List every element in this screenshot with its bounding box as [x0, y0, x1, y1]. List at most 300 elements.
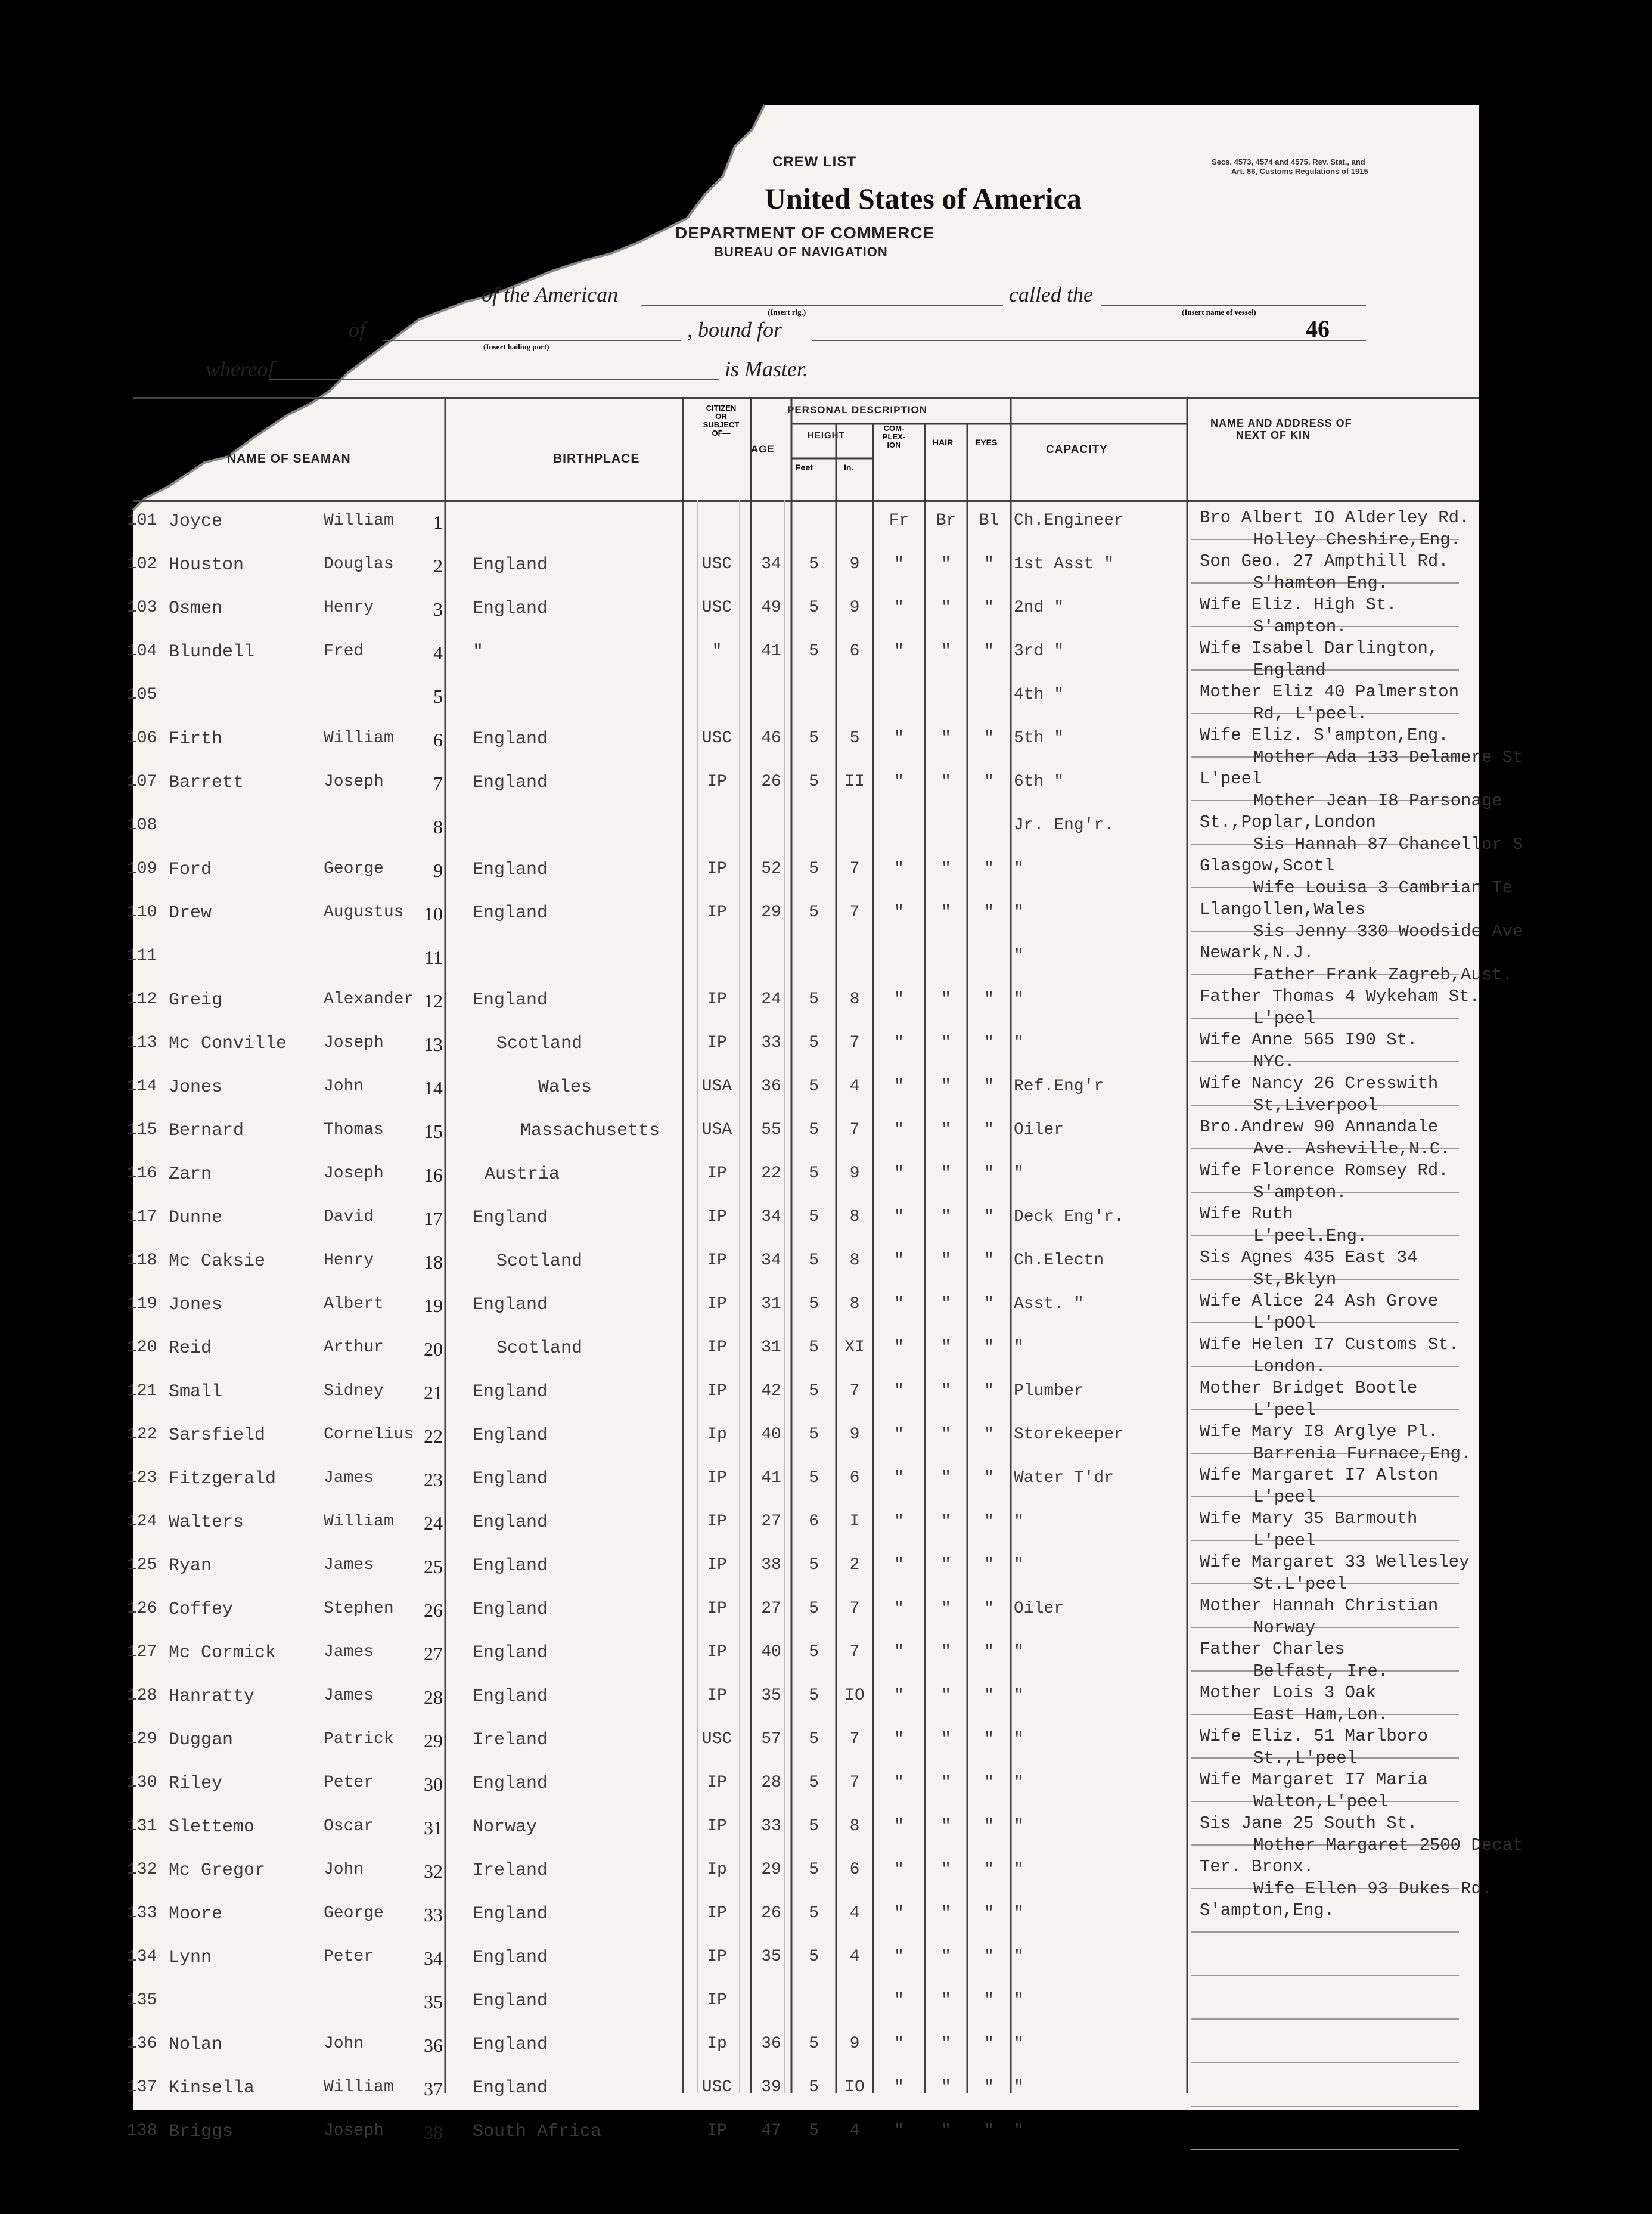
- cell-n: 25: [424, 1556, 443, 1577]
- cell-cx: ": [894, 1208, 904, 1226]
- cell-birth: South Africa: [473, 2122, 602, 2142]
- cell-id: 122: [127, 1425, 157, 1444]
- cell-eyes: ": [984, 1251, 994, 1270]
- kin-line: St.,Poplar,London: [1200, 813, 1376, 832]
- cell-surname: Ford: [169, 860, 212, 880]
- cell-cx: ": [894, 1773, 904, 1792]
- cell-cit: IP: [707, 1382, 727, 1400]
- cell-hair: ": [941, 2078, 951, 2097]
- cell-surname: Slettemo: [169, 1817, 255, 1837]
- cell-surname: Osmen: [169, 599, 223, 619]
- cell-eyes: ": [984, 1643, 994, 1661]
- kin-line: Wife Ellen 93 Dukes Rd.: [1253, 1878, 1492, 1899]
- cell-surname: Greig: [169, 990, 223, 1010]
- cell-ft: 5: [809, 1469, 819, 1487]
- cell-age: 27: [761, 1599, 781, 1618]
- cell-id: 102: [127, 555, 157, 573]
- cell-ft: 5: [809, 1164, 819, 1183]
- cell-hair: ": [941, 1556, 951, 1574]
- cell-cit: USA: [701, 1121, 732, 1139]
- cell-n: 27: [424, 1643, 443, 1664]
- cell-given: Fred: [324, 642, 364, 661]
- cell-cit: IP: [707, 773, 727, 791]
- department-name: DEPARTMENT OF COMMERCE: [675, 224, 935, 242]
- kin-line: Wife Margaret 33 Wellesley: [1200, 1552, 1470, 1572]
- cell-id: 125: [127, 1556, 157, 1574]
- insert-vessel-caption: (Insert name of vessel): [1182, 308, 1256, 317]
- cell-hair: ": [941, 1382, 951, 1400]
- kin-line: L'peel.Eng.: [1253, 1226, 1368, 1246]
- cell-given: William: [324, 2078, 394, 2097]
- cell-age: 40: [761, 1643, 781, 1661]
- cell-given: James: [324, 1469, 374, 1487]
- cell-id: 129: [127, 1730, 157, 1748]
- cell-birth: Scotland: [496, 1338, 583, 1359]
- cell-cx: ": [894, 1556, 904, 1574]
- cell-cap: Oiler: [1014, 1599, 1064, 1618]
- kin-rule: [1191, 1931, 1459, 1933]
- cell-cx: ": [894, 1599, 904, 1618]
- cell-cx: ": [894, 1730, 904, 1748]
- cell-id: 118: [127, 1251, 157, 1270]
- cell-hair: ": [941, 1599, 951, 1618]
- cell-age: 28: [761, 1773, 781, 1792]
- cell-birth: England: [473, 1599, 548, 1620]
- cell-hair: ": [941, 1338, 951, 1357]
- cell-cx: ": [894, 1991, 904, 2010]
- cell-cit: USC: [701, 1730, 732, 1748]
- cell-n: 13: [424, 1034, 443, 1055]
- cell-in: 6: [849, 1860, 860, 1879]
- cell-in: 5: [849, 729, 860, 748]
- cell-hair: ": [941, 1948, 951, 1966]
- cell-birth: Massachusetts: [520, 1121, 660, 1141]
- cell-cap: ": [1014, 903, 1024, 922]
- cell-age: 55: [761, 1121, 781, 1139]
- kin-line: Father Thomas 4 Wykeham St.: [1200, 987, 1480, 1006]
- cell-surname: Houston: [169, 555, 244, 575]
- kin-line: Wife Isabel Darlington,: [1200, 638, 1439, 658]
- cell-hair: ": [941, 1686, 951, 1705]
- cell-id: 115: [127, 1121, 157, 1139]
- called-the-label: called the: [1009, 283, 1093, 306]
- cell-given: George: [324, 1904, 384, 1922]
- cell-eyes: ": [984, 1164, 994, 1183]
- cell-surname: Dunne: [169, 1208, 223, 1228]
- cell-n: 34: [424, 1948, 443, 1969]
- cell-cit: IP: [707, 1817, 727, 1835]
- cell-in: IO: [844, 1686, 865, 1705]
- col-capacity: CAPACITY: [1046, 444, 1108, 456]
- cell-ft: 5: [809, 642, 819, 661]
- cell-surname: Kinsella: [169, 2078, 255, 2098]
- cell-hair: ": [941, 1512, 951, 1531]
- kin-line: Wife Alice 24 Ash Grove: [1200, 1291, 1439, 1311]
- cell-id: 106: [127, 729, 157, 748]
- cell-birth: England: [473, 1556, 548, 1576]
- cell-ft: 5: [809, 990, 819, 1009]
- kin-line: S'ampton.: [1253, 1182, 1347, 1202]
- kin-line: L'peel: [1253, 1487, 1316, 1507]
- cell-surname: Hanratty: [169, 1686, 255, 1707]
- cell-cx: ": [894, 729, 904, 748]
- cell-cit: USA: [701, 1077, 732, 1096]
- cell-given: William: [324, 511, 394, 530]
- cell-id: 127: [127, 1643, 157, 1661]
- cell-cap: 6th ": [1014, 773, 1064, 791]
- cell-cap: Asst. ": [1014, 1295, 1084, 1313]
- cell-cx: ": [894, 2122, 904, 2140]
- cell-cit: IP: [707, 1904, 727, 1922]
- whereof-label: whereof: [206, 357, 274, 381]
- cell-id: 132: [127, 1860, 157, 1879]
- cell-n: 7: [433, 773, 443, 794]
- cell-cap: 2nd ": [1014, 599, 1064, 617]
- cell-ft: 5: [809, 1556, 819, 1574]
- cell-birth: England: [473, 1469, 548, 1489]
- cell-surname: Lynn: [169, 1948, 212, 1968]
- cell-age: 35: [761, 1948, 781, 1966]
- cell-age: 33: [761, 1817, 781, 1835]
- col-citizen-line1: CITIZEN: [706, 404, 737, 413]
- cell-in: 7: [849, 1773, 860, 1792]
- cell-cx: ": [894, 773, 904, 791]
- kin-line: Bro.Andrew 90 Annandale: [1200, 1117, 1439, 1137]
- cell-in: 9: [849, 2035, 860, 2053]
- cell-surname: Riley: [169, 1773, 223, 1794]
- cell-hair: ": [941, 860, 951, 878]
- cell-cit: USC: [701, 729, 732, 748]
- cell-hair: ": [941, 642, 951, 661]
- bureau-name: BUREAU OF NAVIGATION: [714, 244, 888, 259]
- cell-age: 39: [761, 2078, 781, 2097]
- cell-id: 128: [127, 1686, 157, 1705]
- cell-birth: Austria: [485, 1164, 560, 1184]
- cell-given: Patrick: [324, 1730, 394, 1748]
- cell-in: 7: [849, 1034, 860, 1052]
- cell-cit: Ip: [707, 1860, 727, 1879]
- kin-line: Holley Cheshire,Eng.: [1253, 529, 1461, 550]
- cell-given: Albert: [324, 1295, 384, 1313]
- cell-birth: England: [473, 773, 548, 793]
- cell-eyes: Bl: [979, 511, 999, 530]
- cell-in: 8: [849, 1208, 860, 1226]
- insert-port-caption: (Insert hailing port): [483, 342, 549, 351]
- cell-hair: ": [941, 1730, 951, 1748]
- cell-age: 22: [761, 1164, 781, 1183]
- cell-id: 107: [127, 773, 157, 791]
- cell-eyes: ": [984, 1338, 994, 1357]
- cell-ft: 5: [809, 1121, 819, 1139]
- cell-hair: ": [941, 599, 951, 617]
- kin-line: Wife Margaret I7 Maria: [1200, 1770, 1428, 1790]
- cell-eyes: ": [984, 1948, 994, 1966]
- cell-ft: 5: [809, 555, 819, 573]
- cell-id: 104: [127, 642, 157, 661]
- cell-cit: USC: [701, 2078, 732, 2097]
- cell-surname: Coffey: [169, 1599, 234, 1620]
- kin-line: S'hamton Eng.: [1253, 573, 1389, 593]
- cell-cit: IP: [707, 1251, 727, 1270]
- cell-n: 31: [424, 1817, 443, 1838]
- cell-in: 7: [849, 1643, 860, 1661]
- cell-cx: Fr: [889, 511, 909, 530]
- cell-birth: England: [473, 1643, 548, 1663]
- cell-n: 38: [424, 2122, 443, 2143]
- cell-surname: Jones: [169, 1077, 223, 1097]
- cell-age: 26: [761, 1904, 781, 1922]
- cell-cap: ": [1014, 2035, 1024, 2053]
- cell-hair: ": [941, 773, 951, 791]
- cell-n: 28: [424, 1686, 443, 1708]
- col-complexion-line1: COM-: [883, 424, 905, 433]
- cell-eyes: ": [984, 1469, 994, 1487]
- cell-ft: 5: [809, 1295, 819, 1313]
- cell-eyes: ": [984, 1425, 994, 1444]
- cell-cap: Ch.Engineer: [1014, 511, 1124, 530]
- cell-in: XI: [844, 1338, 865, 1357]
- cell-cx: ": [894, 1817, 904, 1835]
- cell-birth: England: [473, 729, 548, 749]
- cell-cap: 1st Asst ": [1014, 555, 1114, 573]
- cell-given: William: [324, 729, 394, 748]
- cell-id: 138: [127, 2122, 157, 2140]
- cell-id: 119: [127, 1295, 157, 1313]
- cell-given: Alexander: [324, 990, 414, 1009]
- cell-eyes: ": [984, 1817, 994, 1835]
- insert-rig-caption: (Insert rig.): [768, 308, 806, 317]
- cell-id: 135: [127, 1991, 157, 2010]
- cell-cap: Storekeeper: [1014, 1425, 1124, 1444]
- cell-hair: ": [941, 1034, 951, 1052]
- kin-line: Wife Nancy 26 Cresswith: [1200, 1074, 1439, 1093]
- cell-surname: Barrett: [169, 773, 244, 793]
- cell-age: 29: [761, 903, 781, 922]
- cell-cit: IP: [707, 1208, 727, 1226]
- cell-n: 21: [424, 1382, 443, 1403]
- cell-in: 9: [849, 599, 860, 617]
- cell-hair: ": [941, 1208, 951, 1226]
- cell-hair: ": [941, 2122, 951, 2140]
- cell-given: Henry: [324, 1251, 374, 1270]
- cell-id: 101: [127, 511, 157, 530]
- kin-line: Mother Ada 133 Delamere St: [1253, 747, 1523, 767]
- cell-eyes: ": [984, 1730, 994, 1748]
- cell-surname: Mc Caksie: [169, 1251, 266, 1272]
- cell-eyes: ": [984, 2122, 994, 2140]
- cell-age: 35: [761, 1686, 781, 1705]
- cell-cx: ": [894, 1904, 904, 1922]
- col-citizen-line3: SUBJECT: [703, 420, 740, 429]
- cell-cx: ": [894, 1469, 904, 1487]
- cell-eyes: ": [984, 2035, 994, 2053]
- cell-cit: IP: [707, 1686, 727, 1705]
- cell-n: 4: [433, 642, 443, 663]
- cell-birth: England: [473, 1686, 548, 1707]
- cell-age: 31: [761, 1338, 781, 1357]
- cell-cap: ": [1014, 1164, 1024, 1183]
- cell-in: IO: [844, 2078, 865, 2097]
- cell-in: 7: [849, 903, 860, 922]
- cell-in: 8: [849, 1295, 860, 1313]
- cell-in: 4: [849, 1077, 860, 1096]
- cell-given: Douglas: [324, 555, 394, 573]
- cell-cx: ": [894, 903, 904, 922]
- cell-cit: IP: [707, 1034, 727, 1052]
- cell-given: Arthur: [324, 1338, 384, 1357]
- cell-eyes: ": [984, 555, 994, 573]
- cell-birth: England: [473, 599, 548, 619]
- col-kin-line1: NAME AND ADDRESS OF: [1210, 417, 1352, 429]
- cell-in: 4: [849, 2122, 860, 2140]
- cell-in: 4: [849, 1904, 860, 1922]
- kin-line: East Ham,Lon.: [1253, 1704, 1389, 1725]
- cell-cap: ": [1014, 990, 1024, 1009]
- kin-line: Mother Margaret 2500 Decat: [1253, 1835, 1523, 1855]
- cell-hair: ": [941, 1251, 951, 1270]
- cell-surname: Walters: [169, 1512, 244, 1533]
- cell-birth: England: [473, 903, 548, 923]
- cell-cap: ": [1014, 1686, 1024, 1705]
- cell-cit: IP: [707, 1556, 727, 1574]
- kin-line: Walton,L'peel: [1253, 1791, 1389, 1812]
- cell-ft: 5: [809, 2078, 819, 2097]
- cell-cap: ": [1014, 1904, 1024, 1922]
- cell-id: 137: [127, 2078, 157, 2097]
- cell-eyes: ": [984, 729, 994, 748]
- kin-line: Wife Mary I8 Arglye Pl.: [1200, 1422, 1439, 1441]
- cell-age: 33: [761, 1034, 781, 1052]
- cell-eyes: ": [984, 990, 994, 1009]
- cell-eyes: ": [984, 1599, 994, 1618]
- cell-birth: England: [473, 1425, 548, 1446]
- cell-surname: Briggs: [169, 2122, 234, 2142]
- cell-eyes: ": [984, 1686, 994, 1705]
- cell-birth: England: [473, 555, 548, 575]
- cell-cit: Ip: [707, 2035, 727, 2053]
- cell-birth: England: [473, 1948, 548, 1968]
- cell-surname: Moore: [169, 1904, 223, 1924]
- cell-id: 121: [127, 1382, 157, 1400]
- kin-rule: [1191, 2062, 1459, 2063]
- kin-line: Llangollen,Wales: [1200, 900, 1366, 919]
- cell-hair: ": [941, 990, 951, 1009]
- cell-id: 116: [127, 1164, 157, 1183]
- kin-line: St,Bklyn: [1253, 1269, 1337, 1289]
- cell-ft: 5: [809, 1251, 819, 1270]
- cell-hair: ": [941, 1425, 951, 1444]
- cell-n: 11: [424, 947, 443, 968]
- cell-ft: 5: [809, 1208, 819, 1226]
- cell-hair: ": [941, 1077, 951, 1096]
- cell-in: 8: [849, 990, 860, 1009]
- cell-cap: ": [1014, 1643, 1024, 1661]
- cell-n: 18: [424, 1251, 443, 1273]
- cell-surname: Ryan: [169, 1556, 212, 1576]
- cell-cap: Water T'dr: [1014, 1469, 1114, 1487]
- cell-ft: 6: [809, 1512, 819, 1531]
- is-master-label: is Master.: [725, 357, 809, 381]
- cell-cap: Deck Eng'r.: [1014, 1208, 1124, 1226]
- cell-cx: ": [894, 1164, 904, 1183]
- cell-ft: 5: [809, 729, 819, 748]
- cell-birth: ": [473, 642, 484, 662]
- cell-cx: ": [894, 1512, 904, 1531]
- cell-age: 47: [761, 2122, 781, 2140]
- cell-ft: 5: [809, 2035, 819, 2053]
- cell-ft: 5: [809, 1773, 819, 1792]
- cell-n: 17: [424, 1208, 443, 1229]
- cell-eyes: ": [984, 1904, 994, 1922]
- cell-n: 22: [424, 1425, 443, 1447]
- cell-in: 7: [849, 860, 860, 878]
- cell-cx: ": [894, 1382, 904, 1400]
- cell-eyes: ": [984, 1034, 994, 1052]
- cell-eyes: ": [984, 1556, 994, 1574]
- kin-line: Son Geo. 27 Ampthill Rd.: [1200, 551, 1449, 571]
- cell-cit: IP: [707, 2122, 727, 2140]
- cell-cx: ": [894, 860, 904, 878]
- cell-age: 29: [761, 1860, 781, 1879]
- cell-surname: Bernard: [169, 1121, 244, 1141]
- cell-eyes: ": [984, 2078, 994, 2097]
- cell-n: 35: [424, 1991, 443, 2013]
- of-label: of: [349, 318, 366, 342]
- cell-eyes: ": [984, 773, 994, 791]
- cell-cap: Ch.Electn: [1014, 1251, 1104, 1270]
- cell-cit: IP: [707, 903, 727, 922]
- cell-surname: Drew: [169, 903, 212, 923]
- cell-surname: Zarn: [169, 1164, 212, 1184]
- cell-ft: 5: [809, 1860, 819, 1879]
- col-height: HEIGHT: [808, 430, 845, 441]
- cell-age: 26: [761, 773, 781, 791]
- cell-ft: 5: [809, 860, 819, 878]
- cell-cx: ": [894, 1860, 904, 1879]
- cell-n: 33: [424, 1904, 443, 1925]
- cell-id: 112: [127, 990, 157, 1009]
- kin-line: Father Charles: [1200, 1639, 1345, 1659]
- cell-surname: Mc Gregor: [169, 1860, 266, 1881]
- cell-surname: Nolan: [169, 2035, 223, 2055]
- cell-hair: ": [941, 555, 951, 573]
- cell-given: Joseph: [324, 773, 384, 791]
- cell-age: 41: [761, 642, 781, 661]
- cell-given: Henry: [324, 599, 374, 617]
- cell-id: 134: [127, 1948, 157, 1966]
- cell-ft: 5: [809, 1338, 819, 1357]
- cell-given: George: [324, 860, 384, 878]
- cell-eyes: ": [984, 860, 994, 878]
- cell-hair: ": [941, 729, 951, 748]
- kin-line: Rd, L'peel.: [1253, 703, 1368, 724]
- cell-cx: ": [894, 1034, 904, 1052]
- kin-line: Barrenia Furnace,Eng.: [1253, 1443, 1471, 1463]
- cell-birth: Ireland: [473, 1730, 548, 1750]
- cell-cap: ": [1014, 860, 1024, 878]
- cell-cit: IP: [707, 860, 727, 878]
- kin-line: Sis Agnes 435 East 34: [1200, 1248, 1418, 1267]
- cell-id: 136: [127, 2035, 157, 2053]
- cell-age: 41: [761, 1469, 781, 1487]
- cell-n: 32: [424, 1860, 443, 1882]
- cell-given: Cornelius: [324, 1425, 414, 1444]
- cell-hair: ": [941, 1860, 951, 1879]
- kin-line: Wife Margaret I7 Alston: [1200, 1465, 1439, 1485]
- kin-line: Belfast, Ire.: [1253, 1661, 1389, 1681]
- cell-eyes: ": [984, 599, 994, 617]
- cell-n: 6: [433, 729, 443, 751]
